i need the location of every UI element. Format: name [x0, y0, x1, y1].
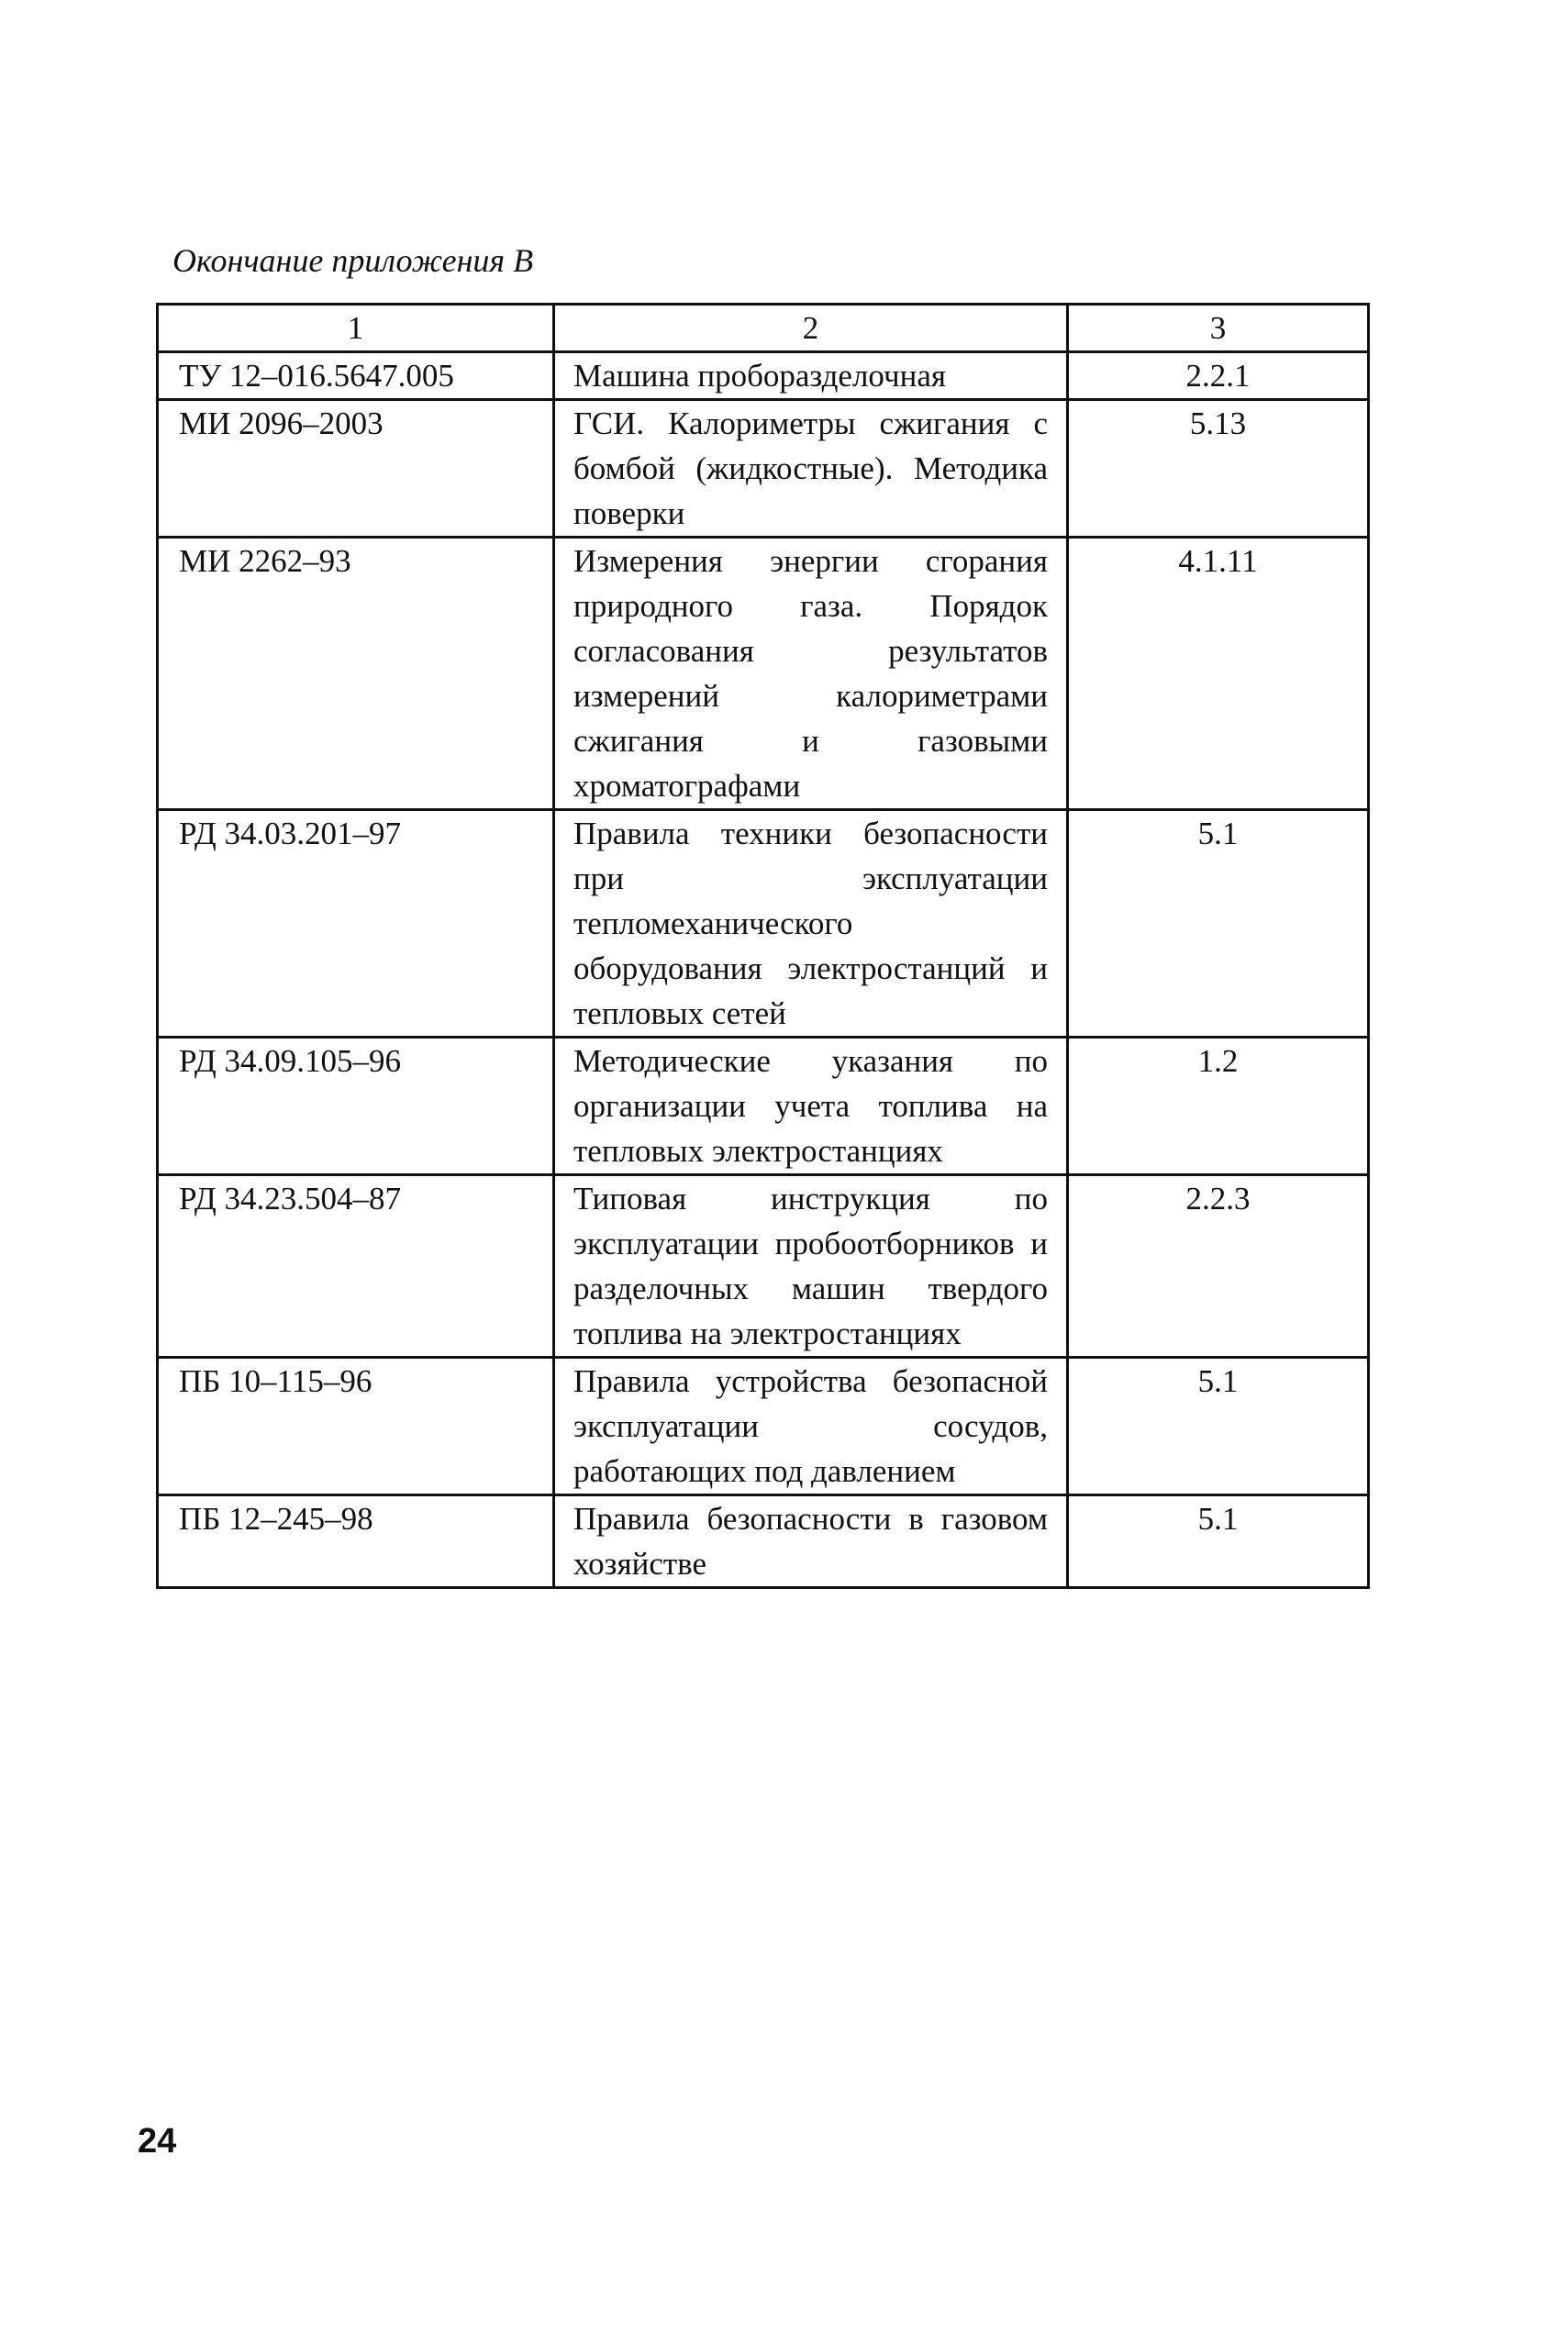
reference-table	[156, 303, 1370, 1589]
document-title: ГСИ. Калориметры сжигания с бомбой (жидкостные). Методика поверки	[554, 400, 1068, 538]
document-code: РД 34.23.504–87	[158, 1175, 554, 1358]
document-code: ТУ 12–016.5647.005	[158, 352, 554, 400]
document-title: Измерения энергии сгорания природного газа. Порядок согласования результатов измерений калориметрами сжигания и газовыми хроматографами	[554, 538, 1068, 810]
document-code: РД 34.09.105–96	[158, 1038, 554, 1175]
table-row	[158, 352, 1369, 400]
table-row	[158, 1358, 1369, 1495]
column-number-row	[158, 305, 1369, 352]
section-reference: 5.1	[1068, 1495, 1369, 1588]
column-header: 1	[158, 305, 554, 352]
section-reference: 5.1	[1068, 1358, 1369, 1495]
document-code: МИ 2262–93	[158, 538, 554, 810]
document-code: МИ 2096–2003	[158, 400, 554, 538]
section-reference: 1.2	[1068, 1038, 1369, 1175]
section-reference: 4.1.11	[1068, 538, 1369, 810]
table-row	[158, 1495, 1369, 1588]
column-header: 3	[1068, 305, 1369, 352]
section-reference: 2.2.3	[1068, 1175, 1369, 1358]
section-reference: 2.2.1	[1068, 352, 1369, 400]
document-code: РД 34.03.201–97	[158, 810, 554, 1038]
table-row	[158, 1038, 1369, 1175]
column-header: 2	[554, 305, 1068, 352]
table-row	[158, 810, 1369, 1038]
document-title: Машина проборазделочная	[554, 352, 1068, 400]
table-row	[158, 538, 1369, 810]
document-code: ПБ 10–115–96	[158, 1358, 554, 1495]
section-reference: 5.13	[1068, 400, 1369, 538]
table-caption: Окончание приложения В	[172, 242, 534, 279]
page-number: 24	[138, 2122, 177, 2161]
document-code: ПБ 12–245–98	[158, 1495, 554, 1588]
document-title: Правила безопасности в газовом хозяйстве	[554, 1495, 1068, 1588]
table-row	[158, 400, 1369, 538]
document-title: Методические указания по организации учета топлива на тепловых электростанциях	[554, 1038, 1068, 1175]
document-title: Типовая инструкция по эксплуатации пробоотборников и разделочных машин твердого топлива на электростанциях	[554, 1175, 1068, 1358]
document-title: Правила техники безопасности при эксплуатации тепломеханического оборудования электростанций и тепловых сетей	[554, 810, 1068, 1038]
table-row	[158, 1175, 1369, 1358]
section-reference: 5.1	[1068, 810, 1369, 1038]
document-title: Правила устройства безопасной эксплуатации сосудов, работающих под давлением	[554, 1358, 1068, 1495]
